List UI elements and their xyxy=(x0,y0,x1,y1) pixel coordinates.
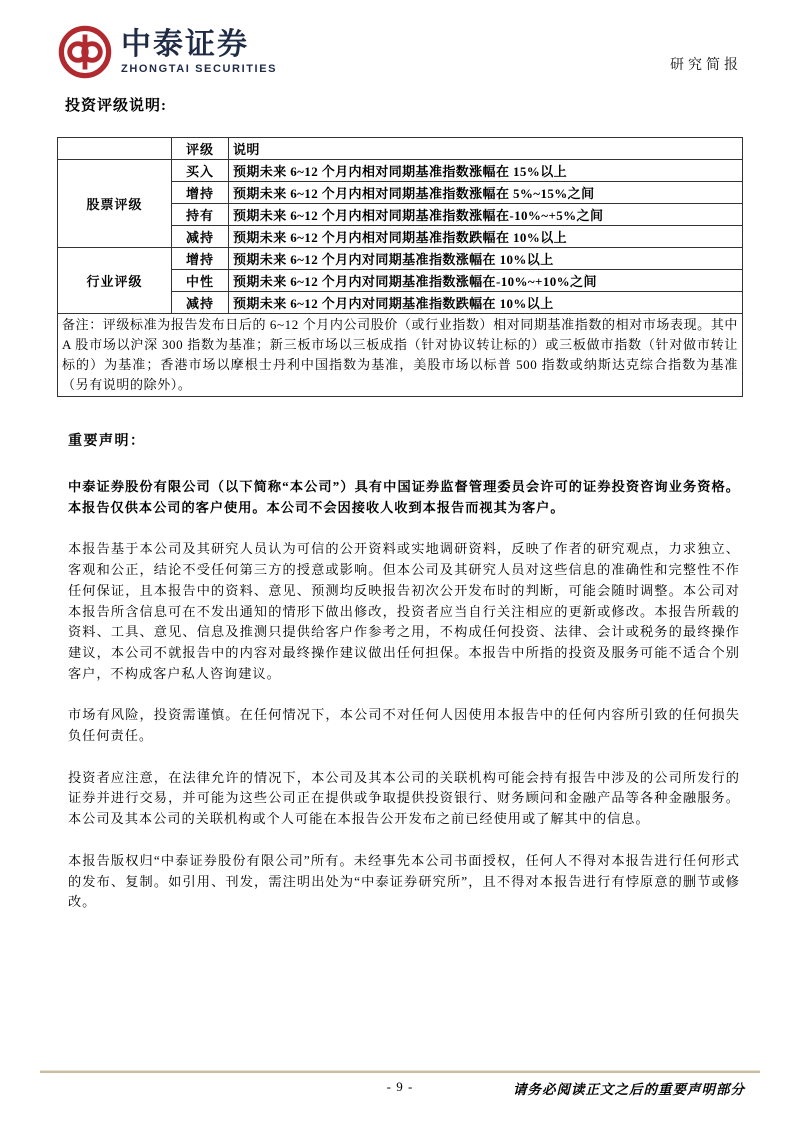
group-stock-label: 股票评级 xyxy=(58,160,172,248)
header-rating-cell: 评级 xyxy=(172,138,229,160)
statement-paragraph: 本报告版权归“中泰证券股份有限公司”所有。未经事先本公司书面授权，任何人不得对本报告进行任何形式的发布、复制。如引用、刊发，需注明出处为“中泰证券研究所”，且不得对本报告进行有悖原意的删节或修改。 xyxy=(68,852,740,910)
rating-table-container xyxy=(57,137,743,397)
description-cell: 预期未来 6~12 个月内相对同期基准指数涨幅在 5%~15%之间 xyxy=(229,182,743,204)
zhongtai-logo-icon xyxy=(57,24,113,80)
rating-cell: 减持 xyxy=(172,226,229,248)
header-desc-cell: 说明 xyxy=(229,138,743,160)
rating-section-title: 投资评级说明: xyxy=(65,98,167,114)
statement-title: 重要声明： xyxy=(68,434,146,449)
page-number: - 9 - xyxy=(386,1079,414,1094)
table-header-row xyxy=(58,138,743,160)
rating-table xyxy=(57,137,743,397)
header xyxy=(0,0,800,90)
footer-notice: 请务必阅读正文之后的重要声明部分 xyxy=(513,1082,745,1097)
table-row xyxy=(58,248,743,270)
table-row xyxy=(58,160,743,182)
description-cell: 预期未来 6~12 个月内相对同期基准指数跌幅在 10%以上 xyxy=(229,226,743,248)
logo-english-name: ZHONGTAI SECURITIES xyxy=(121,63,278,75)
rating-cell: 中性 xyxy=(172,270,229,292)
report-type-label: 研究简报 xyxy=(670,58,742,73)
description-cell: 预期未来 6~12 个月内相对同期基准指数涨幅在-10%~+5%之间 xyxy=(229,204,743,226)
table-note-row xyxy=(58,314,743,397)
rating-cell: 买入 xyxy=(172,160,229,182)
group-industry-label: 行业评级 xyxy=(58,248,172,314)
rating-cell: 减持 xyxy=(172,292,229,314)
statement-paragraph: 中泰证券股份有限公司（以下简称“本公司”）具有中国证券监督管理委员会许可的证券投资咨询业务资格。本报告仅供本公司的客户使用。本公司不会因接收人收到本报告而视其为客户。 xyxy=(68,479,740,515)
statement-paragraph: 投资者应注意，在法律允许的情况下，本公司及其本公司的关联机构可能会持有报告中涉及的公司所发行的证券并进行交易，并可能为这些公司正在提供或争取提供投资银行、财务顾问和金融产品等各种金融服务。本公司及其本公司的关联机构或个人可能在本报告公开发布之前已经使用或了解其中的信息。 xyxy=(68,769,740,827)
rating-note: 备注：评级标准为报告发布日后的 6~12 个月内公司股价（或行业指数）相对同期基准指数的相对市场表现。其中 A 股市场以沪深 300 指数为基准；新三板市场以三板成指（针对协议转让标的）或三板做市指数（针对做市转让标的）为基准；香港市场以摩根士丹利中国指数为基准，美股市场以标普 500 指数或纳斯达克综合指数为基准（另有说明的除外）。 xyxy=(58,314,743,397)
logo-chinese-name: 中泰证券 xyxy=(121,28,249,61)
statement-paragraph: 本报告基于本公司及其研究人员认为可信的公开资料或实地调研资料，反映了作者的研究观点，力求独立、客观和公正，结论不受任何第三方的授意或影响。但本公司及其研究人员对这些信息的准确性和完整性不作任何保证，且本报告中的资料、意见、预测均反映报告初次公开发布时的判断，可能会随时调整。本公司对本报告所含信息可在不发出通知的情形下做出修改，投资者应当自行关注相应的更新或修改。本报告所载的资料、工具、意见、信息及推测只提供给客户作参考之用，不构成任何投资、法律、会计或税务的最终操作建议，本公司不就报告中的内容对最终操作建议做出任何担保。本报告中所指的投资及服务可能不适合个别客户，不构成客户私人咨询建议。 xyxy=(68,541,740,681)
rating-cell: 持有 xyxy=(172,204,229,226)
logo-text xyxy=(121,29,277,75)
description-cell: 预期未来 6~12 个月内相对同期基准指数涨幅在 15%以上 xyxy=(229,160,743,182)
company-logo xyxy=(57,24,277,80)
rating-cell: 增持 xyxy=(172,182,229,204)
description-cell: 预期未来 6~12 个月内对同期基准指数涨幅在-10%~+10%之间 xyxy=(229,270,743,292)
footer-divider xyxy=(40,1070,760,1073)
description-cell: 预期未来 6~12 个月内对同期基准指数跌幅在 10%以上 xyxy=(229,292,743,314)
description-cell: 预期未来 6~12 个月内对同期基准指数涨幅在 10%以上 xyxy=(229,248,743,270)
statement-paragraph: 市场有风险，投资需谨慎。在任何情况下，本公司不对任何人因使用本报告中的任何内容所引致的任何损失负任何责任。 xyxy=(68,707,740,744)
rating-cell: 增持 xyxy=(172,248,229,270)
header-empty-cell xyxy=(58,138,172,160)
statement-section xyxy=(68,430,740,934)
